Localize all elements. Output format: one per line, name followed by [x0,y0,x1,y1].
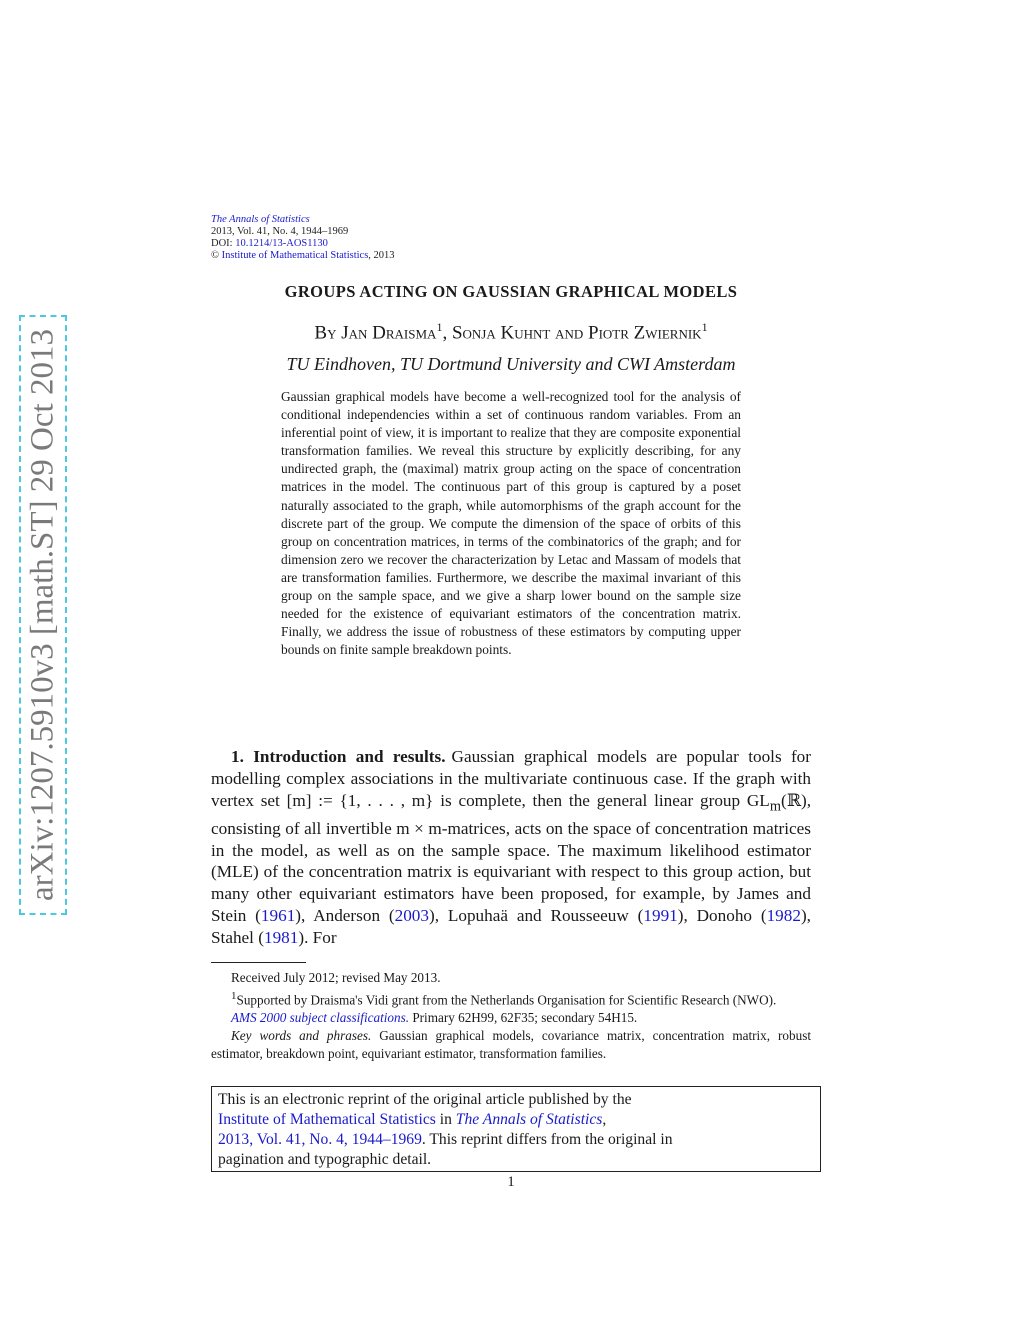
abstract: Gaussian graphical models have become a well-recognized tool for the analysis of conditional independencies within a set of continuous random variables. From an inferential point of view, it is important to realize that they are composite exponential transformation families. We reveal this structure by explicitly describing, for any undirected graph, the (maximal) matrix group acting on the space of concentration matrices in the model. The continuous part of this group is captured by a poset naturally associated to the graph, while automorphisms of the graph account for the discrete part of the group. We compute the dimension of the space of orbits of this group on concentration matrices, in terms of the combinatorics of the graph; and for dimension zero we recover the characterization by Letac and Massam of models that are transformation families. Furthermore, we describe the maximal invariant of this group on the sample space, and we give a sharp lower bound on the sample size needed for the existence of equivariant estimators of the concentration matrix. Finally, we address the issue of robustness of these estimators by computing upper bounds on finite sample breakdown points. [281,389,741,658]
citation-link[interactable]: 1981 [263,927,299,947]
reprint-line: . This reprint differs from the original in [421,1131,673,1148]
footnote-divider [211,962,306,963]
journal-link[interactable]: The Annals of Statistics [211,214,310,225]
reprint-volume-link[interactable]: 2013, Vol. 41, No. 4, 1944–1969 [218,1131,422,1148]
received-note: Received July 2012; revised May 2013. [231,970,441,985]
author-and: and [550,322,588,344]
citation-link[interactable]: 1991 [643,906,678,926]
intro-text: ), Stahel ( [211,906,811,947]
intro-paragraph [211,746,811,949]
page-number: 1 [507,1174,515,1190]
intro-text: Gaussian graphical models are popular tools for modelling complex associations in the multivariate continuous case. If the graph with vertex set [m] := {1, . . . , m} is complete, then the general linear group GL [211,747,811,810]
reprint-line: This is an electronic reprint of the original article published by the [218,1091,632,1108]
intro-subscript: m [769,798,781,815]
paper-title: GROUPS ACTING ON GAUSSIAN GRAPHICAL MODELS [284,282,738,301]
author-separator: , [442,322,452,344]
citation-link[interactable]: 1982 [766,906,801,926]
keywords-label: Key words and phrases. [231,1028,372,1044]
doi-link[interactable]: 10.1214/13-AOS1130 [235,238,328,249]
intro-text: ), Donoho ( [677,906,767,926]
reprint-line: pagination and typographic detail. [218,1151,432,1168]
copyright-year: , 2013 [368,250,395,261]
intro-text: ). For [298,927,337,947]
keywords [211,1027,811,1063]
footnotes [211,969,811,1063]
reprint-comma: , [602,1111,607,1128]
author-footnote-mark: 1 [701,320,708,334]
funding-text: Supported by Draisma's Vidi grant from the Netherlands Organisation for Scientific Research (NWO). [236,992,777,1008]
ams-classification [211,1009,811,1027]
publisher-link[interactable]: Institute of Mathematical Statistics [221,250,369,261]
ams-codes: Primary 62H99, 62F35; secondary 54H15. [409,1010,638,1026]
citation-link[interactable]: 2003 [394,906,429,926]
arxiv-stamp [19,315,67,915]
reprint-publisher-link[interactable]: Institute of Mathematical Statistics [218,1111,436,1128]
footnote-mark: 1 [231,990,237,1002]
intro-text: ), Lopuhaä and Rousseeuw ( [428,906,644,926]
author-draisma: Jan Draisma [341,322,437,344]
citation-link[interactable]: 1961 [260,906,296,926]
doi-label: DOI: [211,238,233,249]
journal-issue: 2013, Vol. 41, No. 4, 1944–1969 [211,226,349,237]
section-heading: 1. Introduction and results. [231,747,446,766]
intro-text: ), Anderson ( [295,906,395,926]
reprint-journal-link[interactable]: The Annals of Statistics [455,1111,603,1128]
ams-link[interactable]: AMS 2000 subject classifications. [231,1010,410,1026]
author-by: By [314,322,337,344]
author-kuhnt: Sonja Kuhnt [451,322,551,344]
affiliations: TU Eindhoven, TU Dortmund University and CWI Amsterdam [286,354,736,374]
arxiv-stamp-text: arXiv:1207.5910v3 [math.ST] 29 Oct 2013 [24,329,61,901]
intro-text: (ℝ), consisting of all invertible m × m-matrices, acts on the space of concentration matrices in the model, as well as on the sample space. The maximum likelihood estimator (MLE) of the concentration matrix is equivariant with respect to this group action, but many other equivariant estimators have been proposed, for example, by James and Stein ( [211,790,811,926]
reprint-in: in [435,1111,456,1128]
reprint-notice [211,1086,821,1172]
keywords-text: Gaussian graphical models, covariance matrix, concentration matrix, robust estimator, breakdown point, equivariant estimator, transformation families. [211,1028,811,1062]
copyright-icon: © [211,250,219,261]
funding-note [211,987,811,1009]
journal-meta [211,214,395,262]
author-line [211,320,811,344]
author-footnote-mark: 1 [436,320,443,334]
author-zwiernik: Piotr Zwiernik [588,322,702,344]
